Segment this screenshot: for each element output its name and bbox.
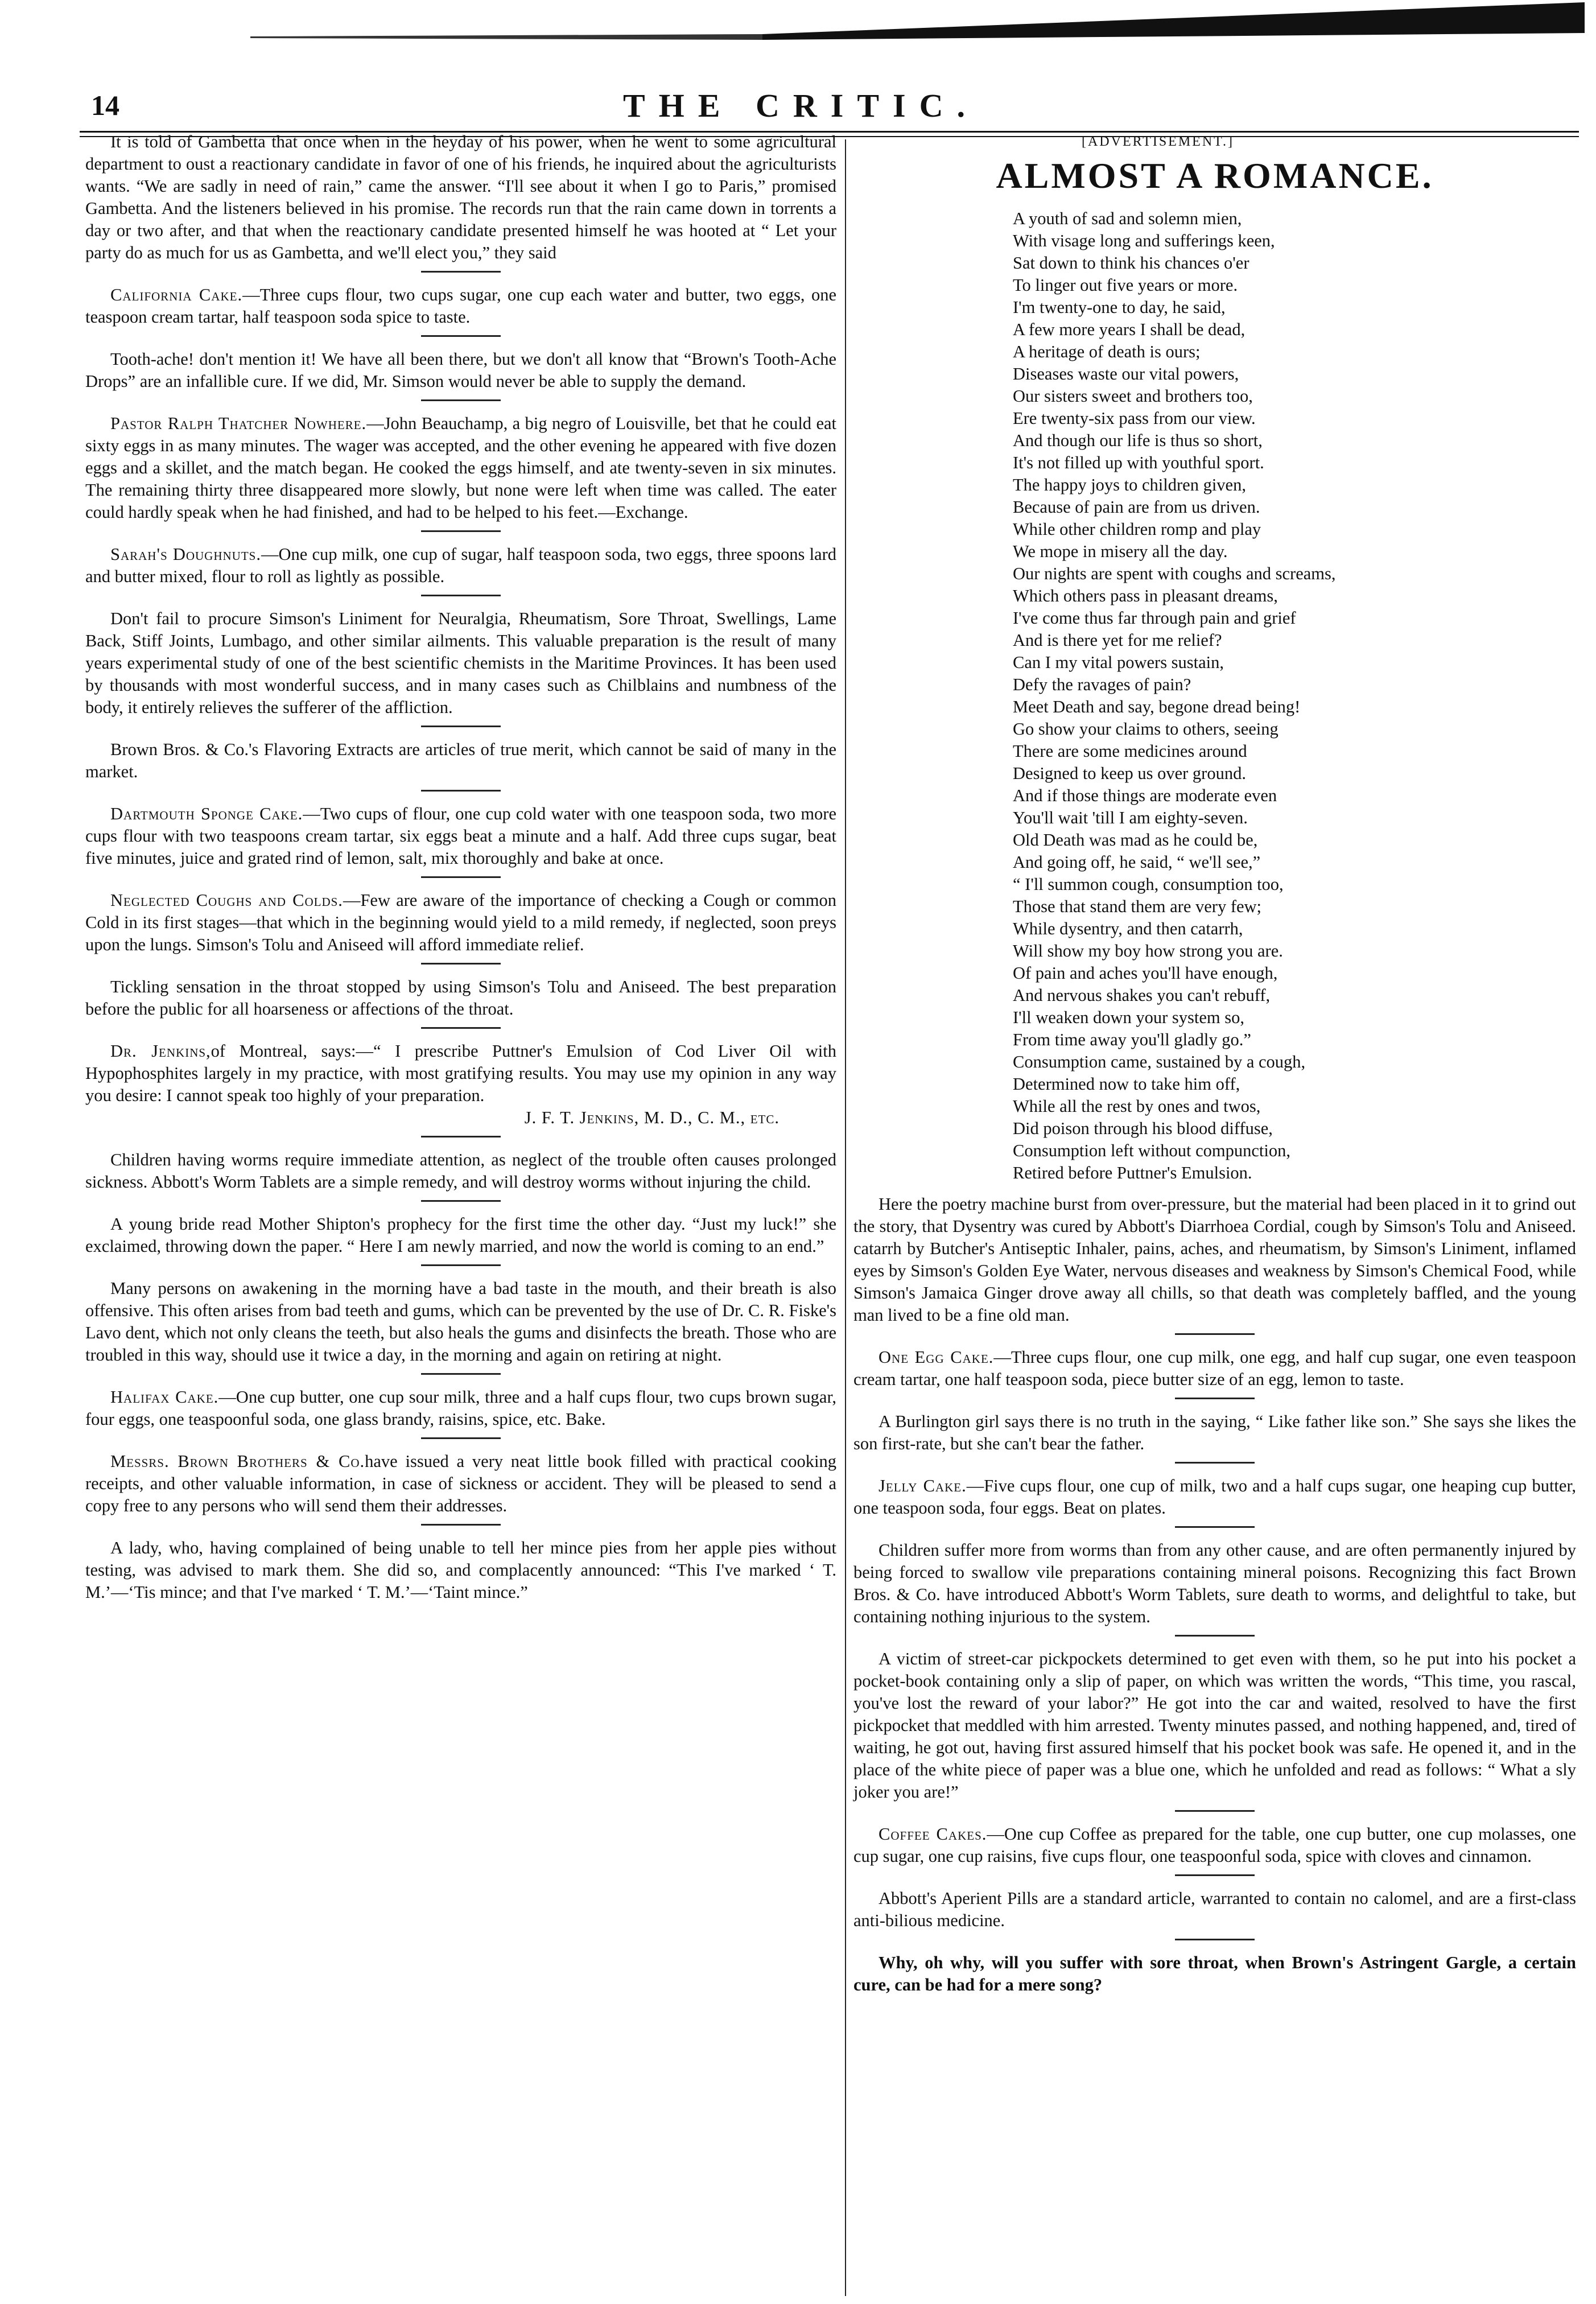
poem-line: While other children romp and play [1013, 520, 1261, 539]
article-paragraph [853, 1193, 1576, 1326]
poem-line: I've come thus far through pain and grief [1013, 608, 1296, 628]
poem-line: A youth of sad and solemn mien, [1013, 209, 1242, 228]
article-separator [421, 726, 501, 727]
article-separator [421, 963, 501, 965]
article-paragraph [85, 1040, 836, 1107]
article-paragraph [853, 1411, 1576, 1455]
poem-line: Which others pass in pleasant dreams, [1013, 586, 1278, 605]
article-paragraph [853, 1346, 1576, 1391]
article-lead: Neglected Coughs and Colds. [110, 891, 343, 910]
article-paragraph [85, 284, 836, 328]
article-paragraph [85, 976, 836, 1020]
poem-line: The happy joys to children given, [1013, 475, 1246, 494]
poem-line: And nervous shakes you can't rebuff, [1013, 986, 1271, 1005]
article-paragraph [85, 1149, 836, 1193]
article-text: Children having worms require immediate attention, as neglect of the trouble often causes prolonged sickness. Abbott's Worm Tablets are a simple remedy, and will destroy worms without injuring the child. [85, 1150, 836, 1192]
article-paragraph [85, 803, 836, 869]
article-text: —Two cups of flour, one cup cold water with one teaspoon soda, two more cups flour with two teaspoons cream tartar, six eggs beat a minute and a half. Add three cups sugar, beat five minutes, juice and grated rind of lemon, salt, mix thoroughly and bake at once. [85, 804, 836, 868]
poem-line: Old Death was mad as he could be, [1013, 830, 1258, 850]
poem-line: Can I my vital powers sustain, [1013, 653, 1224, 672]
article-text: —Three cups flour, two cups sugar, one cup each water and butter, two eggs, one teaspoon cream tartar, half teaspoon soda spice to taste. [85, 285, 837, 327]
article-text: Don't fail to procure Simson's Liniment for Neuralgia, Rheumatism, Sore Throat, Swellings, Lame Back, Stiff Joints, Lumbago, and other similar ailments. This valuable preparation is the result of many years experimental study of one of the best scientific chemists in the Maritime Provinces. It has been used by thousands with most wonderful success, and in many cases such as Chilblains and numbness of the body, it entirely relieves the sufferer of the affliction. [85, 609, 836, 717]
article-paragraph [853, 1823, 1576, 1868]
article-text: —Few are aware of the importance of checking a Cough or common Cold in its first stages—that which in the beginning would yield to a mild remedy, if neglected, soon preys upon the lungs. Simson's Tolu and Aniseed will afford immediate relief. [85, 891, 836, 954]
article-separator [421, 1264, 501, 1266]
poem-line: Defy the ravages of pain? [1013, 675, 1191, 694]
top-rule [23, 0, 1590, 85]
left-column [85, 131, 836, 1604]
poem-line: A few more years I shall be dead, [1013, 320, 1246, 339]
poem-line: From time away you'll gladly go.” [1013, 1030, 1251, 1049]
column-divider [845, 139, 846, 2296]
article-separator [421, 1136, 501, 1137]
article-lead: Jelly Cake. [879, 1476, 967, 1495]
article-text: Many persons on awakening in the morning have a bad taste in the mouth, and their breath is also offensive. This often arises from bad teeth and gums, which can be prevented by the use of Dr. C. R. Fiske's Lavo dent, which not only cleans the teeth, but also heals the gums and disinfects the breath. Those who are troubled in this way, should use it twice a day, in the morning and again on retiring at night. [85, 1279, 836, 1365]
poem-line: Our sisters sweet and brothers too, [1013, 386, 1253, 406]
poem-line: Meet Death and say, begone dread being! [1013, 697, 1301, 716]
article-text: A young bride read Mother Shipton's prophecy for the first time the other day. “Just my luck!” she exclaimed, throwing down the paper. “ Here I am newly married, and now the world is coming to an end.” [85, 1214, 836, 1256]
right-column-articles [853, 1193, 1576, 1996]
poem-line: Go show your claims to others, seeing [1013, 719, 1279, 739]
poem-line: Sat down to think his chances o'er [1013, 253, 1249, 273]
poem-line: “ I'll summon cough, consumption too, [1013, 875, 1284, 894]
article-separator [1175, 1398, 1255, 1399]
poem-line: I'll weaken down your system so, [1013, 1008, 1245, 1027]
page-header [23, 84, 1579, 135]
article-text: A Burlington girl says there is no truth in the saying, “ Like father like son.” She says she likes the son first-rate, but she can't bear the father. [853, 1412, 1576, 1453]
page-number: 14 [91, 89, 119, 121]
article-separator [421, 790, 501, 792]
poem-line: Those that stand them are very few; [1013, 897, 1262, 916]
article-separator [1175, 1635, 1255, 1637]
poem-line: There are some medicines around [1013, 741, 1247, 761]
article-paragraph [853, 1648, 1576, 1803]
article-text: have issued a very neat little book filled with practical cooking receipts, and other valuable information, in case of sickness or accident. They will be pleased to send a copy free to any persons who will send them their addresses. [85, 1452, 837, 1515]
article-lead: One Egg Cake. [879, 1347, 994, 1367]
article-text: A victim of street-car pickpockets determined to get even with them, so he put into his pocket a pocket-book containing only a slip of paper, on which was written the words, “This time, you rascal, you've lost the reward of your labor?” He got into the car and waited, resolved to have the first pickpocket that meddled with him arrested. Twenty minutes passed, and nothing happened, and, tired of waiting, he got out, having first assured himself that his pocket book was safe. He opened it, and in the place of the white piece of paper was a blue one, which he unfolded and read as follows: “ What a sly joker you are!” [853, 1649, 1576, 1802]
article-text: Tickling sensation in the throat stopped by using Simson's Tolu and Aniseed. The best preparation before the public for all hoarseness or affections of the throat. [85, 977, 836, 1019]
poem-line: Diseases waste our vital powers, [1013, 364, 1239, 384]
article-text: Brown Bros. & Co.'s Flavoring Extracts are articles of true merit, which cannot be said of many in the market. [85, 740, 836, 781]
article-paragraph [85, 1277, 836, 1366]
article-text: —One cup milk, one cup of sugar, half teaspoon soda, two eggs, three spoons lard and butter mixed, flour to roll as lightly as possible. [85, 545, 836, 586]
article-text: of Montreal, says:—“ I prescribe Puttner's Emulsion of Cod Liver Oil with Hypophosphites largely in my practice, with most gratifying results. You may use my opinion in any way you desire: I cannot speak too highly of your preparation. [85, 1041, 836, 1105]
article-paragraph [85, 1450, 836, 1517]
poem-line: Because of pain are from us driven. [1013, 497, 1260, 517]
article-separator [421, 530, 501, 532]
article-separator [421, 876, 501, 878]
article-text: Here the poetry machine burst from over-pressure, but the material had been placed in it to grind out the story, that Dysentry was cured by Abbott's Diarrhoea Cordial, cough by Simson's Tolu and Aniseed. catarrh by Butcher's Antiseptic Inhaler, pains, aches, and rheumatism, by Simson's Liniment, inflamed eyes by Simson's Golden Eye Water, nervous diseases and weakness by Simson's Chemical Food, while Simson's Jamaica Ginger drove away all chills, so that death was completely baffled, and the young man lived to be a fine old man. [853, 1194, 1576, 1325]
article-paragraph [85, 608, 836, 719]
poem-line: And if those things are moderate even [1013, 786, 1277, 805]
article-paragraph [853, 1539, 1576, 1628]
article-text: A lady, who, having complained of being unable to tell her mince pies from her apple pies without testing, was advised to mark them. She did so, and complacently announced: “This I've marked ‘ T. M.’—‘Tis mince; and that I've marked ‘ T. M.’—‘Taint mince.” [85, 1538, 836, 1602]
poem-line: It's not filled up with youthful sport. [1013, 453, 1264, 472]
article-paragraph [853, 1475, 1576, 1519]
poem-line: You'll wait 'till I am eighty-seven. [1013, 808, 1248, 827]
article-separator [1175, 1333, 1255, 1335]
article-lead: Sarah's Doughnuts. [110, 545, 261, 564]
poem-title: ALMOST A ROMANCE. [996, 155, 1434, 196]
poem-line: Consumption came, sustained by a cough, [1013, 1052, 1306, 1071]
poem-line: Designed to keep us over ground. [1013, 764, 1246, 783]
article-paragraph [85, 348, 836, 393]
article-paragraph [85, 543, 836, 588]
article-lead: Dartmouth Sponge Cake. [110, 804, 303, 823]
poem-line: And going off, he said, “ we'll see,” [1013, 852, 1261, 872]
right-column [853, 131, 1576, 1996]
poem-line: While all the rest by ones and twos, [1013, 1097, 1261, 1116]
masthead-title: THE CRITIC. [623, 87, 979, 124]
poem-line: I'm twenty-one to day, he said, [1013, 298, 1226, 317]
article-separator [421, 1373, 501, 1375]
poem-line: Of pain and aches you'll have enough, [1013, 963, 1278, 983]
article-separator [421, 1437, 501, 1439]
article-lead: Dr. Jenkins, [110, 1041, 211, 1061]
poem-line: And though our life is thus so short, [1013, 431, 1263, 450]
article-lead: Pastor Ralph Thatcher Nowhere. [110, 414, 367, 433]
article-separator [1175, 1462, 1255, 1464]
poem-line: Did poison through his blood diffuse, [1013, 1119, 1273, 1138]
poem-line: Will show my boy how strong you are. [1013, 941, 1283, 961]
article-paragraph [85, 1386, 836, 1431]
article-paragraph [85, 131, 836, 264]
poem-line: Determined now to take him off, [1013, 1074, 1240, 1094]
article-paragraph [85, 1213, 836, 1258]
article-separator [1175, 1526, 1255, 1528]
poem [1013, 208, 1576, 1184]
article-separator [421, 399, 501, 401]
article-lead: Halifax Cake. [110, 1387, 219, 1407]
article-text: Abbott's Aperient Pills are a standard article, warranted to contain no calomel, and are a first-class anti-bilious medicine. [853, 1889, 1576, 1930]
article-paragraph [85, 413, 836, 524]
article-lead: Messrs. Brown Brothers & Co. [110, 1452, 365, 1471]
poem-line: Our nights are spent with coughs and screams, [1013, 564, 1336, 583]
article-text: —Five cups flour, one cup of milk, two and a half cups sugar, one heaping cup butter, one teaspoon soda, four eggs. Beat on plates. [853, 1476, 1577, 1518]
article-separator [1175, 1874, 1255, 1876]
poem-line: A heritage of death is ours; [1013, 342, 1201, 361]
article-text: Why, oh why, will you suffer with sore throat, when Brown's Astringent Gargle, a certain cure, can be had for a mere song? [853, 1953, 1576, 1994]
article-paragraph [85, 889, 836, 956]
article-separator [421, 595, 501, 596]
article-separator [1175, 1810, 1255, 1812]
article-paragraph [85, 1537, 836, 1604]
article-separator [421, 335, 501, 337]
article-paragraph [85, 739, 836, 783]
article-lead: California Cake. [110, 285, 243, 304]
poem-line: While dysentry, and then catarrh, [1013, 919, 1243, 938]
poem-line: Retired before Puttner's Emulsion. [1013, 1163, 1252, 1182]
poem-line: Ere twenty-six pass from our view. [1013, 409, 1256, 428]
poem-line: And is there yet for me relief? [1013, 630, 1222, 650]
article-text: —John Beauchamp, a big negro of Louisville, bet that he could eat sixty eggs in as many minutes. The wager was accepted, and the other evening he appeared with five dozen eggs and a skillet, and the match began. He cooked the eggs himself, and ate twenty-seven in six minutes. The remaining thirty three disappeared more slowly, but none were left when time was called. The eater could hardly speak when he had finished, and had to be helped to his feet.—Exchange. [85, 414, 836, 522]
article-paragraph [853, 1952, 1576, 1996]
poem-line: To linger out five years or more. [1013, 275, 1238, 295]
article-separator [421, 271, 501, 273]
poem-line: We mope in misery all the day. [1013, 542, 1228, 561]
article-text: Children suffer more from worms than from any other cause, and are often permanently injured by being forced to swallow vile preparations containing mineral poisons. Recognizing this fact Brown Bros. & Co. have introduced Abbott's Worm Tablets, sure death to worms, and delightful to take, but containing nothing injurious to the system. [853, 1540, 1576, 1626]
poem-line: Consumption left without compunction, [1013, 1141, 1290, 1160]
article-text: —One cup butter, one cup sour milk, three and a half cups flour, two cups brown sugar, four eggs, one teaspoonful soda, one glass brandy, raisins, spice, etc. Bake. [85, 1387, 837, 1429]
article-text: Tooth-ache! don't mention it! We have all been there, but we don't all know that “Brown's Tooth-Ache Drops” are an infallible cure. If we did, Mr. Simson would never be able to supply the demand. [85, 349, 836, 391]
article-text: —One cup Coffee as prepared for the table, one cup butter, one cup molasses, one cup sugar, one cup raisins, five cups flour, one teaspoonful soda, spice with cloves and cinnamon. [853, 1824, 1576, 1866]
poem-line: With visage long and sufferings keen, [1013, 231, 1275, 250]
article-separator [1175, 1939, 1255, 1940]
article-lead: Coffee Cakes. [879, 1824, 987, 1844]
article-separator [421, 1524, 501, 1526]
article-text: —Three cups flour, one cup milk, one egg, and half cup sugar, one even teaspoon cream tartar, one half teaspoon soda, piece butter size of an egg, lemon to taste. [853, 1347, 1576, 1389]
signature-line: J. F. T. Jenkins, M. D., C. M., etc. [524, 1108, 780, 1127]
article-separator [421, 1027, 501, 1029]
article-text: It is told of Gambetta that once when in the heyday of his power, when he went to some agricultural department to oust a reactionary candidate in favor of one of his friends, he inquired about the agriculturists wants. “We are sadly in need of rain,” came the answer. “I'll see about it when I go to Paris,” promised Gambetta. And the listeners believed in his promise. The records run that the rain came down in torrents a day or two after, and that when the reactionary candidate presented himself he was hooted at “ Let your party do as much for us as Gambetta, and we'll elect you,” they said [85, 132, 836, 262]
article-paragraph [853, 1887, 1576, 1932]
advertisement-label: [ADVERTISEMENT.] [1081, 134, 1235, 149]
article-separator [421, 1200, 501, 1202]
